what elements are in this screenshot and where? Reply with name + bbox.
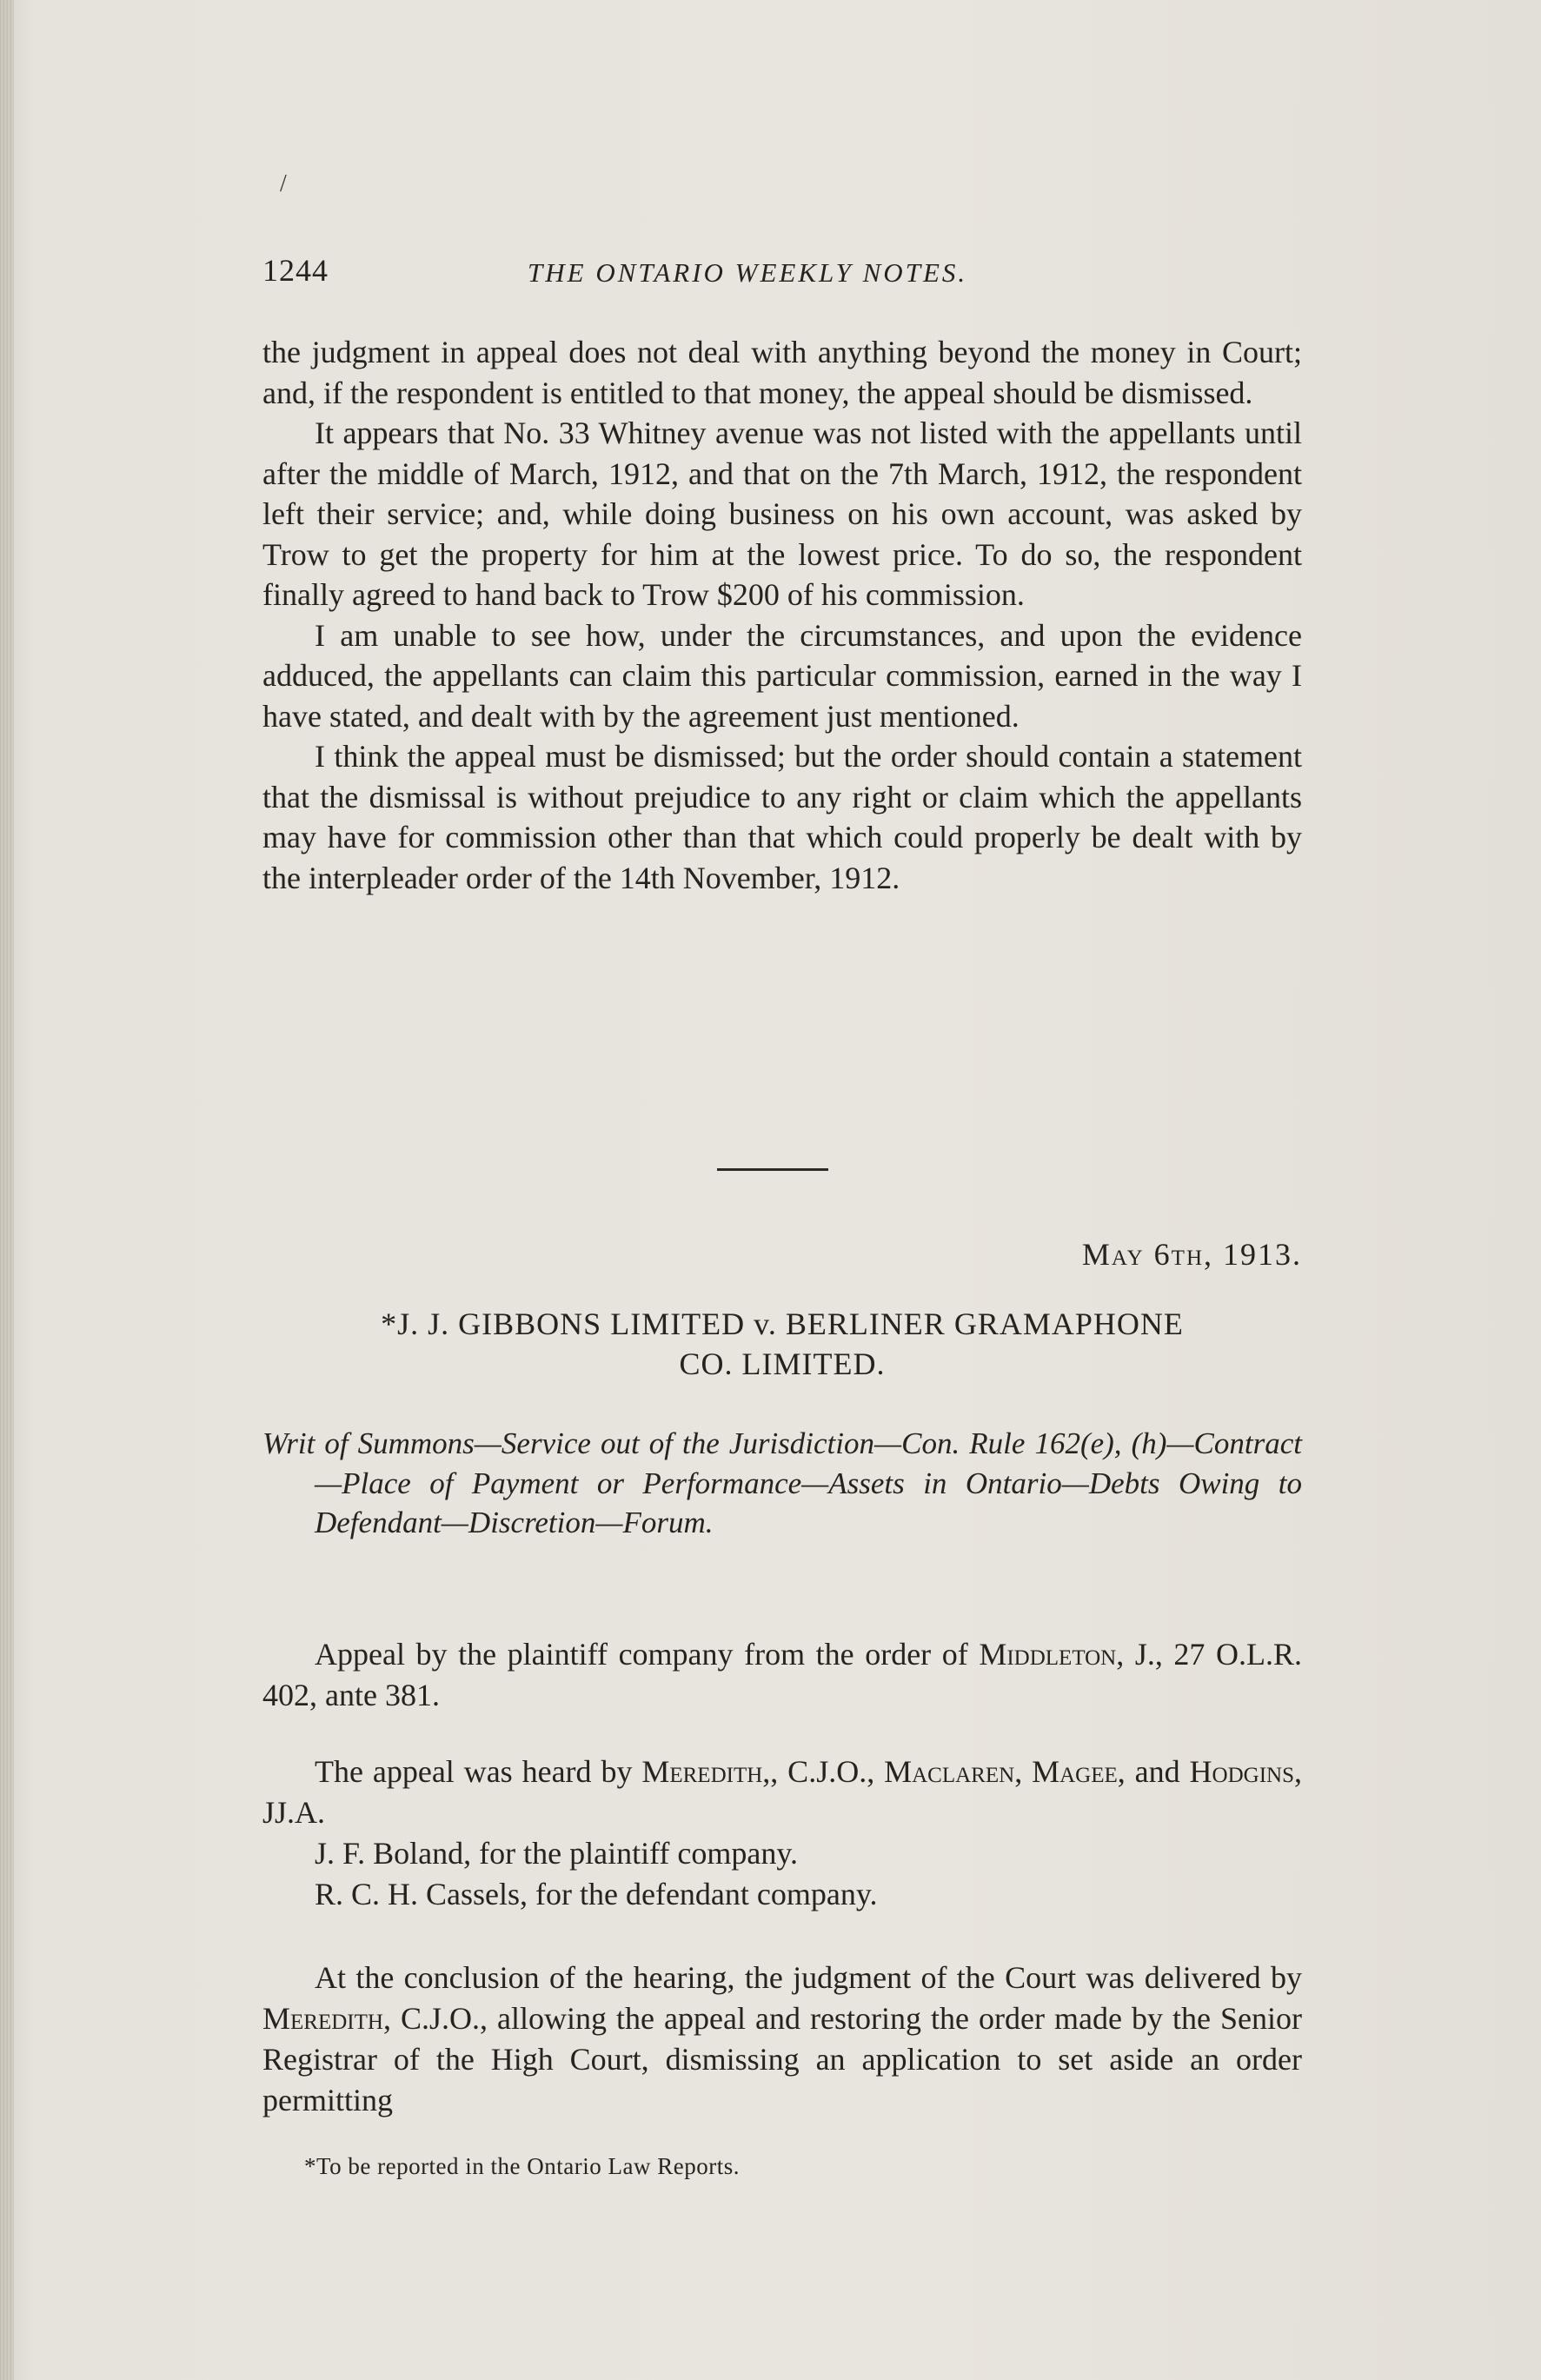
counsel-plaintiff: J. F. Boland, for the plaintiff company. bbox=[315, 1836, 799, 1871]
case-date: May 6th, 1913. bbox=[1081, 1237, 1302, 1272]
page-number: 1244 bbox=[262, 253, 329, 288]
headnote: Writ of Summons—Service out of the Jurisdiction—Con. Rule 162(e), (h)—Contract—Place of Payment or Performance—Assets in Ontario—Debts Owing to Defendant—Discretion—Forum. bbox=[262, 1426, 1302, 1539]
heard-text: The appeal was heard by bbox=[315, 1754, 642, 1789]
paragraph: I think the appeal must be dismissed; but the order should contain a statement that the dismissal is without prejudice to any right or claim which the appellants may have for commission other than that which could properly be dealt with by the interpleader order of the 14th November, 1912. bbox=[262, 739, 1302, 895]
judge-name: Middleton bbox=[979, 1637, 1117, 1672]
case-title bbox=[262, 1304, 1302, 1384]
section-divider bbox=[717, 1168, 828, 1171]
body-text bbox=[262, 332, 1302, 898]
judge-name: Magee bbox=[1032, 1754, 1118, 1789]
book-binding-edge bbox=[0, 0, 14, 2380]
appeal-statement bbox=[262, 1634, 1302, 1716]
judgment-text: , C.J.O., allowing the appeal and restoring the order made by the Senior Registrar of the High Court, dismissing an application to set aside an order permitting bbox=[262, 2001, 1302, 2117]
heard-text: , bbox=[1014, 1754, 1033, 1789]
appeal-paragraph bbox=[262, 1634, 1302, 1716]
appeal-citation: , J., 27 O.L.R. 402, ante 381. bbox=[262, 1637, 1302, 1712]
footnote: *To be reported in the Ontario Law Reports. bbox=[304, 2153, 740, 2179]
margin-mark: / bbox=[280, 170, 287, 197]
hearing-and-counsel bbox=[262, 1752, 1302, 1915]
judgment-text: At the conclusion of the hearing, the judgment of the Court was delivered by bbox=[315, 1960, 1302, 1995]
paragraph: I am unable to see how, under the circumstances, and upon the evidence adduced, the appellants can claim this particular commission, earned in the way I have stated, and dealt with by the agreement just mentioned. bbox=[262, 617, 1302, 734]
page-header bbox=[262, 252, 1305, 297]
paragraph: It appears that No. 33 Whitney avenue was not listed with the appellants until after the middle of March, 1912, and that on the 7th March, 1912, the respondent left their service; and, while doing business on his own account, was asked by Trow to get the property for him at the lowest price. To do so, the respondent finally agreed to hand back to Trow $200 of his commission. bbox=[262, 416, 1302, 612]
case-title-line: CO. LIMITED. bbox=[679, 1346, 886, 1381]
paragraph: the judgment in appeal does not deal with anything beyond the money in Court; and, if the respondent is entitled to that money, the appeal should be dismissed. bbox=[262, 335, 1302, 410]
appeal-text: Appeal by the plaintiff company from the order of bbox=[315, 1637, 980, 1672]
judge-name: Meredith bbox=[641, 1754, 763, 1789]
case-title-line: *J. J. GIBBONS LIMITED v. BERLINER GRAMAPHONE bbox=[381, 1306, 1184, 1341]
running-title: THE ONTARIO WEEKLY NOTES. bbox=[528, 257, 968, 288]
heard-text: ,, C.J.O., bbox=[762, 1754, 885, 1789]
heard-text: , and bbox=[1117, 1754, 1190, 1789]
judgment-paragraph bbox=[262, 1958, 1302, 2121]
judge-name: Maclaren bbox=[884, 1754, 1015, 1789]
counsel-defendant: R. C. H. Cassels, for the defendant company. bbox=[315, 1877, 878, 1911]
judge-name: Hodgins bbox=[1189, 1754, 1294, 1789]
heard-paragraph bbox=[262, 1752, 1302, 1833]
heard-text: , JJ.A. bbox=[262, 1754, 1302, 1830]
judgment-statement bbox=[262, 1958, 1302, 2121]
judge-name: Meredith bbox=[262, 2001, 383, 2036]
